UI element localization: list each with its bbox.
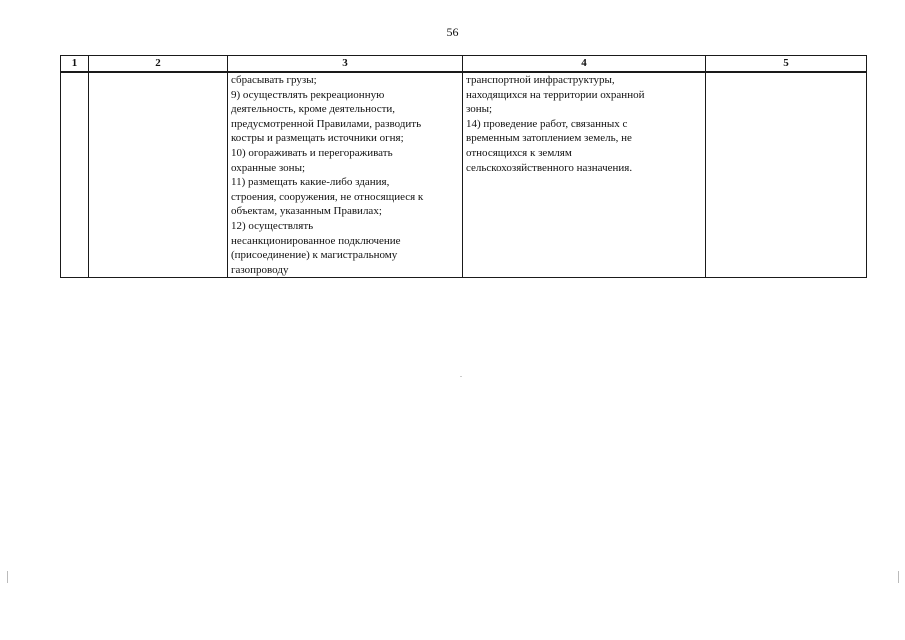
column-header-5: 5 (706, 56, 867, 73)
cell-col-5 (706, 72, 867, 278)
col4-line: находящихся на территории охранной (466, 88, 645, 101)
col4-line: временным затоплением земель, не (466, 132, 632, 145)
col3-line: объектам, указанным Правилах; (231, 205, 382, 218)
col3-line: (присоединение) к магистральному (231, 249, 398, 262)
col4-line: транспортной инфраструктуры, (466, 74, 615, 86)
scan-mark-left (7, 571, 8, 583)
col4-line: зоны; (466, 103, 493, 116)
column-header-1: 1 (61, 56, 89, 73)
column-header-3: 3 (228, 56, 463, 73)
col3-line: сбрасывать грузы; (231, 74, 317, 86)
col3-line: строения, сооружения, не относящиеся к (231, 190, 424, 203)
page-number: 56 (446, 25, 459, 39)
cell-col-2 (89, 72, 228, 278)
scan-mark-right (898, 571, 899, 583)
column-header-4: 4 (463, 56, 706, 73)
col3-line: газопроводу (231, 263, 289, 276)
cell-col-4 (463, 72, 706, 278)
column-header-2: 2 (89, 56, 228, 73)
col3-line: 12) осуществлять (231, 219, 314, 232)
col3-line: несанкционированное подключение (231, 234, 401, 247)
col3-line: предусмотренной Правилами, разводить (231, 117, 422, 130)
table-header-row (61, 56, 867, 73)
col3-line: 9) осуществлять рекреационную (231, 88, 385, 101)
col3-line: деятельность, кроме деятельности, (231, 103, 396, 116)
col4-line: 14) проведение работ, связанных с (466, 117, 628, 130)
col3-line: 11) размещать какие-либо здания, (231, 176, 390, 189)
cell-col-1 (61, 72, 89, 278)
col3-line: костры и размещать источники огня; (231, 132, 404, 145)
col4-line: относящихся к землям (466, 146, 572, 159)
col4-line: сельскохозяйственного назначения. (466, 161, 633, 174)
cell-col-3 (228, 72, 463, 278)
document-table (60, 55, 867, 278)
col3-line: 10) огораживать и перегораживать (231, 146, 393, 159)
table-row (61, 72, 867, 278)
col3-line: охранные зоны; (231, 161, 306, 174)
scan-dot (460, 376, 462, 377)
